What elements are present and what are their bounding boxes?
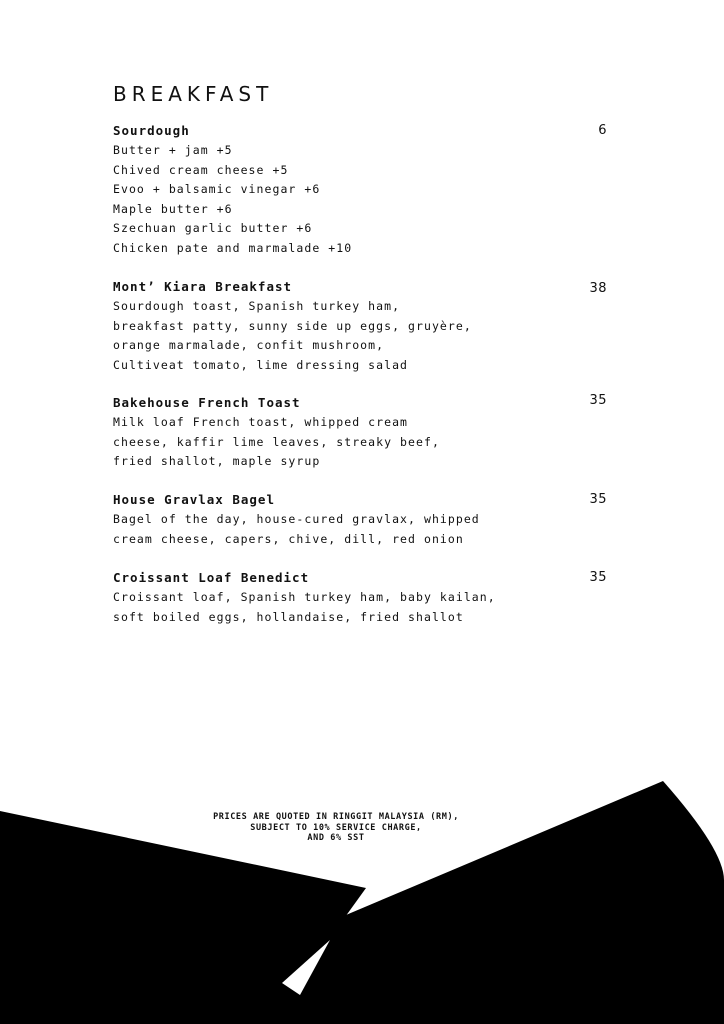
menu-item-mont-kiara-breakfast [113,277,607,375]
item-name: Bakehouse French Toast [113,395,301,410]
description-line: Szechuan garlic butter +6 [113,221,313,235]
price-note-line: PRICES ARE QUOTED IN RINGGIT MALAYSIA (RM), [213,812,459,822]
description-line: Sourdough toast, Spanish turkey ham, [113,299,401,313]
item-name: Mont’ Kiara Breakfast [113,279,293,294]
description-line: cheese, kaffir lime leaves, streaky beef, [113,434,440,449]
description-line: Bagel of the day, house-cured gravlax, whipped [113,512,480,526]
menu-title: BREAKFAST [113,82,274,106]
item-description [113,588,607,627]
description-line: Cultiveat tomato, lime dressing salad [113,357,409,372]
price-note [175,812,497,844]
item-description [113,297,607,375]
description-line: Butter + jam +5 [113,143,233,157]
price-note-line: AND 6% SST [307,833,365,843]
item-price: 35 [589,570,607,585]
description-line: Croissant loaf, Spanish turkey ham, baby kailan, [113,590,496,604]
description-line: Milk loaf French toast, whipped cream [113,415,409,429]
description-line: breakfast patty, sunny side up eggs, gruyère, [113,318,472,333]
description-line: soft boiled eggs, hollandaise, fried shallot [113,609,464,624]
menu-item-sourdough [113,121,607,258]
item-description [113,413,607,472]
price-note-line: SUBJECT TO 10% SERVICE CHARGE, [250,822,422,833]
description-line: Chicken pate and marmalade +10 [113,240,353,255]
item-name: Croissant Loaf Benedict [113,570,310,585]
description-line: cream cheese, capers, chive, dill, red onion [113,531,464,546]
description-line: Maple butter +6 [113,201,233,216]
description-line: Chived cream cheese +5 [113,162,289,177]
item-price: 35 [589,393,607,408]
menu-item-bakehouse-french-toast [113,393,607,472]
description-line: fried shallot, maple syrup [113,454,321,468]
item-description [113,510,607,549]
description-line: orange marmalade, confit mushroom, [113,338,385,352]
item-description [113,141,607,258]
menu-item-croissant-loaf-benedict [113,568,607,627]
item-price: 35 [589,492,607,507]
menu-item-house-gravlax-bagel [113,490,607,549]
item-name: House Gravlax Bagel [113,492,275,507]
description-line: Evoo + balsamic vinegar +6 [113,182,321,196]
item-price: 6 [598,123,607,138]
item-price: 38 [589,281,607,296]
item-name: Sourdough [113,123,190,138]
